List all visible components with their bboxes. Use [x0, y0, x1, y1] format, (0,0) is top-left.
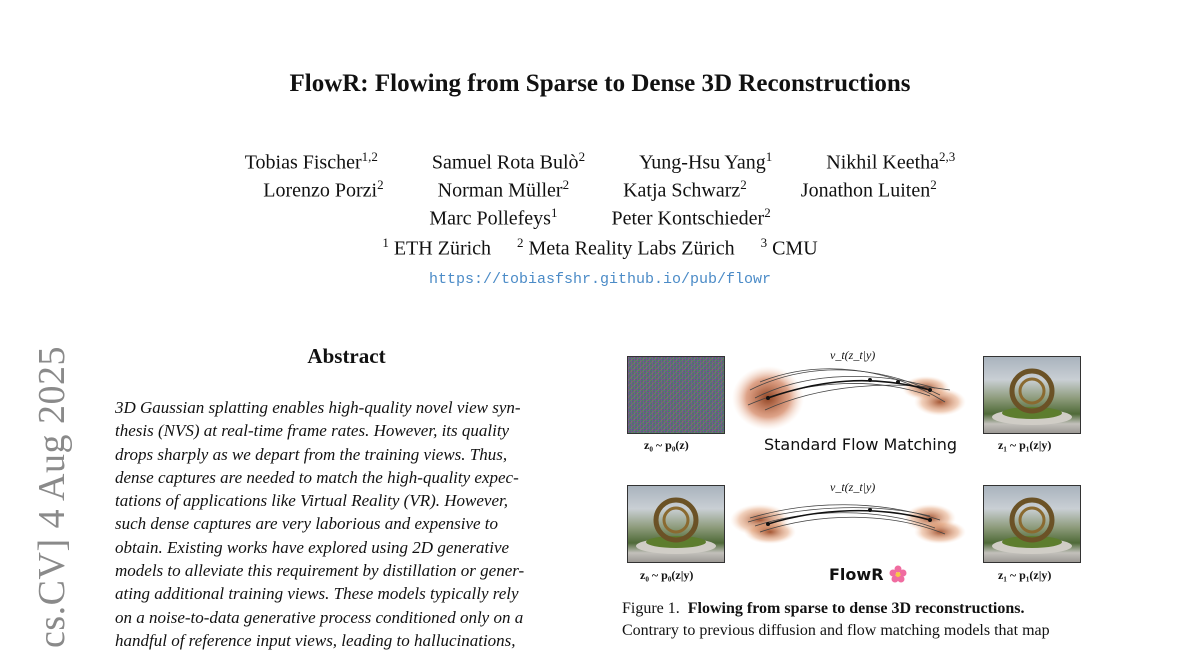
flow-diagram-bottom	[730, 490, 976, 560]
caption-line: Contrary to previous diffusion and flow matching models that map	[622, 622, 1050, 639]
abstract-line: on a noise-to-data generative process conditioned only on a	[115, 607, 524, 627]
author: Nikhil Keetha$^{2,3}$	[826, 149, 956, 174]
authors-row-3	[0, 205, 1200, 231]
flowr-label: FlowR	[829, 565, 907, 584]
authors-row-2	[0, 177, 1200, 203]
abstract-line: 3D Gaussian splatting enables high-quality novel view syn-	[115, 398, 521, 417]
abstract-line: ating additional training views. These models typically rely	[115, 584, 519, 604]
bottom-left-label: z₀ ~ p₀(z|y)	[640, 568, 694, 582]
trajectory-point	[868, 378, 872, 382]
author: Samuel Rota Bulò$^2$	[431, 149, 586, 174]
author: Marc Pollefeys$^1$	[429, 205, 558, 230]
sculpture-icon	[984, 357, 1080, 433]
sculpture-icon	[984, 486, 1080, 562]
author: Lorenzo Porzi$^2$	[263, 177, 384, 202]
flow-diagram-top	[730, 360, 976, 440]
flower-icon	[889, 565, 907, 583]
affiliations	[0, 235, 1200, 261]
target-image	[983, 356, 1081, 434]
affiliation: $^2$ Meta Reality Labs Zürich	[517, 235, 735, 260]
arxiv-stamp: cs.CV] 4 Aug 2025	[31, 346, 73, 648]
author: Katja Schwarz$^2$	[623, 177, 747, 202]
top-right-label: z₁ ~ p₁(z|y)	[998, 438, 1052, 452]
noise-image	[627, 356, 725, 434]
paper-title: FlowR: Flowing from Sparse to Dense 3D Reconstructions	[289, 70, 911, 97]
standard-flow-matching-label: Standard Flow Matching	[764, 435, 958, 454]
author: Tobias Fischer$^{1,2}$	[244, 149, 378, 174]
output-image	[983, 485, 1081, 563]
figure-1	[622, 340, 1092, 590]
abstract-line: thesis (NVS) at real-time frame rates. However, its quality	[115, 421, 510, 441]
abstract-line: obtain. Existing works have explored using 2D generative	[115, 537, 510, 557]
author: Jonathon Luiten$^2$	[800, 177, 937, 202]
figure-caption	[622, 598, 1085, 642]
abstract-line: dense captures are needed to match the high-quality expec-	[115, 467, 519, 487]
abstract-line: tations of applications like Virtual Reality (VR). However,	[115, 491, 508, 511]
bottom-right-label: z₁ ~ p₁(z|y)	[998, 568, 1052, 582]
affiliation: $^1$ ETH Zürich	[382, 235, 492, 260]
input-image	[627, 485, 725, 563]
affiliation: $^3$ CMU	[760, 235, 818, 260]
trajectory-point	[868, 508, 872, 512]
trajectory-point	[766, 396, 770, 400]
trajectory-point	[928, 518, 932, 522]
caption-line: Figure 1. Flowing from sparse to dense 3D reconstructions.	[622, 600, 1025, 617]
author: Norman Müller$^2$	[437, 177, 570, 202]
sculpture-icon	[628, 486, 724, 562]
authors-row-1	[0, 149, 1200, 175]
target-density	[914, 388, 966, 416]
top-left-label: z₀ ~ p₀(z)	[644, 438, 689, 452]
trajectory-point	[896, 380, 900, 384]
velocity-label: v_t(z_t|y)	[830, 348, 876, 362]
velocity-label: v_t(z_t|y)	[830, 480, 876, 494]
author: Peter Kontschieder$^2$	[611, 205, 771, 230]
trajectory-point	[928, 388, 932, 392]
author: Yung-Hsu Yang$^1$	[639, 149, 773, 174]
abstract-line: drops sharply as we depart from the training views. Thus,	[115, 444, 508, 464]
abstract-heading: Abstract	[307, 344, 386, 368]
abstract-line: models to alleviate this requirement by distillation or gener-	[115, 561, 525, 581]
abstract-line: handful of reference input views, leading to hallucinations,	[115, 630, 516, 650]
abstract-body	[115, 396, 578, 652]
abstract-line: such dense captures are very laborious and expensive to	[115, 514, 499, 534]
trajectory-point	[766, 522, 770, 526]
project-url-link[interactable]: https://tobiasfshr.github.io/pub/flowr	[428, 271, 772, 288]
